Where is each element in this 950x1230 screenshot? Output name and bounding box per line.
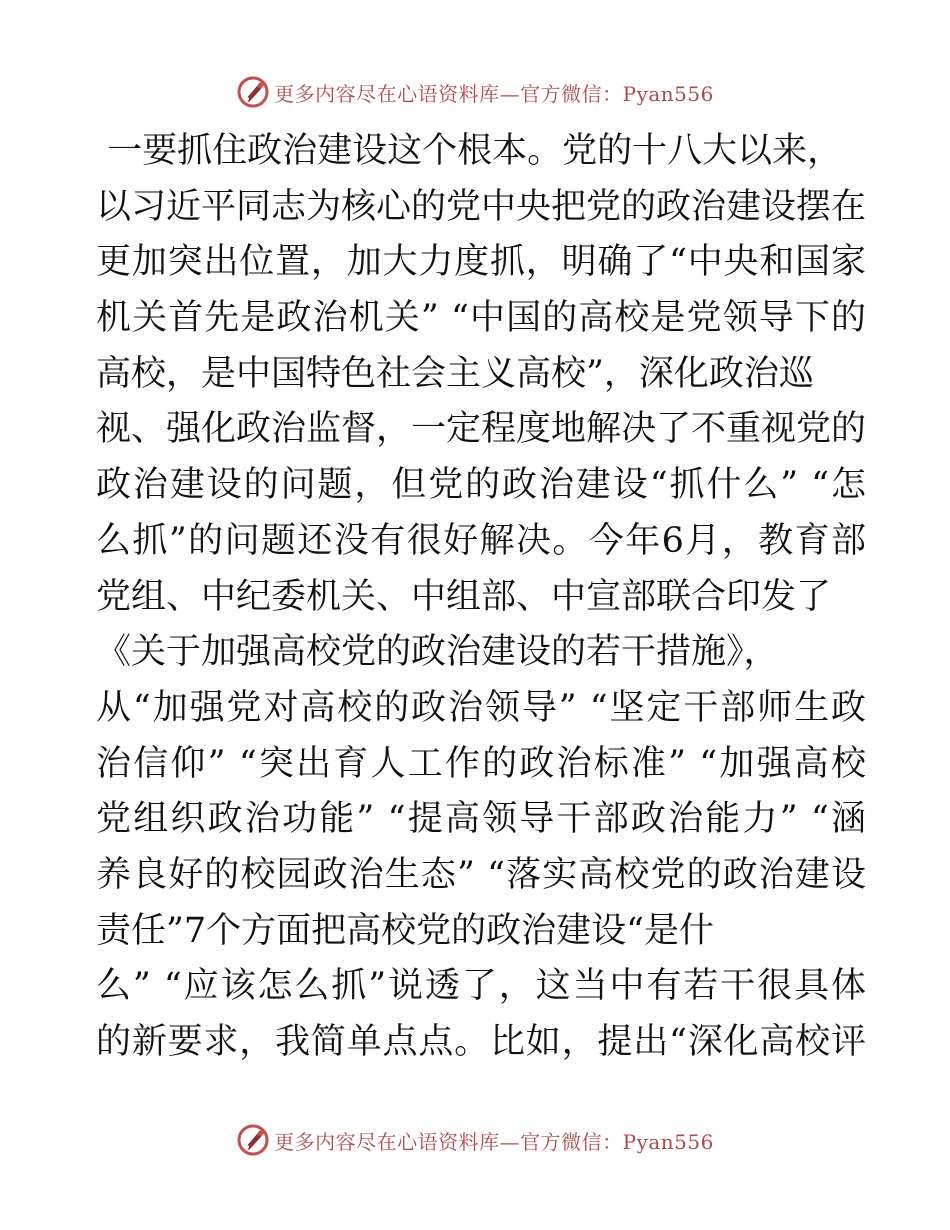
watermark-text: 更多内容尽在心语资料库—官方微信：Pyan556 [274, 1129, 714, 1154]
body-line: 更加突出位置，加大力度抓，明确了“中央和国家 [96, 242, 866, 283]
body-line: 高校，是中国特色社会主义高校”，深化政治巡 [96, 353, 814, 394]
body-line: 的新要求，我简单点点。比如，提出“深化高校评 [96, 1022, 866, 1062]
header-watermark-banner [0, 72, 950, 112]
body-line: 从“加强党对高校的政治领导” “坚定干部师生政 [96, 687, 866, 728]
body-line: 视、强化政治监督，一定程度地解决了不重视党的 [96, 409, 867, 450]
footer-watermark-banner [0, 1120, 950, 1160]
body-line: 治信仰” “突出育人工作的政治标准” “加强高校 [96, 743, 866, 784]
body-line: 《关于加强高校党的政治建设的若干措施》， [96, 632, 779, 673]
body-line: 党组、中纪委机关、中组部、中宣部联合印发了 [96, 576, 832, 617]
body-line: 一要抓住政治建设这个根本。党的十八大以来， [96, 131, 843, 171]
body-line: 么” “应该怎么抓”说透了，这当中有若干很具体 [96, 966, 866, 1007]
pen-logo-icon [236, 75, 270, 109]
document-body [96, 124, 866, 1071]
body-line: 党组织政治功能” “提高领导干部政治能力” “涵 [96, 799, 866, 840]
body-line: 机关首先是政治机关” “中国的高校是党领导下的 [96, 298, 866, 339]
body-line: 以习近平同志为核心的党中央把党的政治建设摆在 [96, 186, 867, 227]
watermark-text: 更多内容尽在心语资料库—官方微信：Pyan556 [274, 81, 714, 106]
body-line: 政治建设的问题，但党的政治建设“抓什么” “怎 [96, 465, 866, 506]
body-line: 养良好的校园政治生态” “落实高校党的政治建设 [96, 854, 866, 895]
pen-logo-icon [236, 1123, 270, 1157]
body-line: 么抓”的问题还没有很好解决。今年6月，教育部 [96, 520, 866, 561]
body-line: 责任”7个方面把高校党的政治建设“是什 [96, 910, 715, 951]
